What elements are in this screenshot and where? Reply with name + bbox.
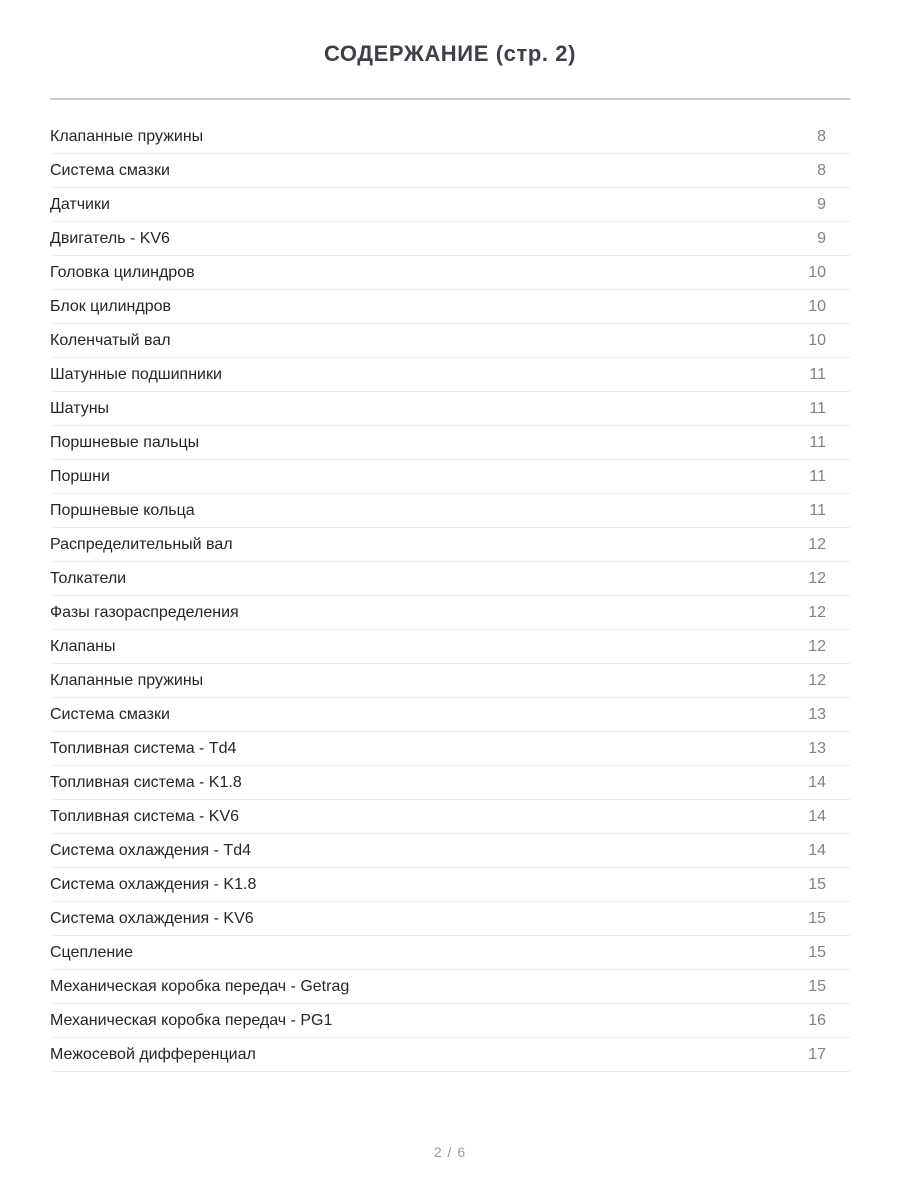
toc-entry-page: 10 bbox=[808, 297, 826, 315]
toc-entry-page: 14 bbox=[808, 773, 826, 791]
toc-entry[interactable] bbox=[50, 392, 850, 426]
toc-entry-page: 15 bbox=[808, 943, 826, 961]
toc-entry-label: Поршни bbox=[50, 467, 110, 485]
toc-entry[interactable] bbox=[50, 868, 850, 902]
toc-entry[interactable] bbox=[50, 936, 850, 970]
toc-list bbox=[50, 120, 850, 1072]
toc-entry-label: Клапанные пружины bbox=[50, 671, 204, 689]
toc-entry-label: Головка цилиндров bbox=[50, 263, 195, 281]
toc-entry-label: Фазы газораспределения bbox=[50, 603, 239, 621]
toc-entry-label: Поршневые кольца bbox=[50, 501, 195, 519]
toc-entry-page: 15 bbox=[808, 875, 826, 893]
toc-entry-page: 17 bbox=[808, 1045, 826, 1063]
toc-entry-label: Толкатели bbox=[50, 569, 127, 587]
toc-entry[interactable] bbox=[50, 324, 850, 358]
toc-entry-page: 12 bbox=[808, 671, 826, 689]
toc-entry-page: 15 bbox=[808, 909, 826, 927]
toc-entry-label: Шатунные подшипники bbox=[50, 365, 222, 383]
toc-entry[interactable] bbox=[50, 1038, 850, 1072]
toc-entry-label: Топливная система - KV6 bbox=[50, 807, 240, 825]
toc-entry-label: Поршневые пальцы bbox=[50, 433, 200, 451]
toc-entry-page: 13 bbox=[808, 705, 826, 723]
toc-entry-page: 16 bbox=[808, 1011, 826, 1029]
toc-entry-page: 14 bbox=[808, 841, 826, 859]
toc-entry-label: Топливная система - Td4 bbox=[50, 739, 237, 757]
toc-entry-page: 12 bbox=[808, 569, 826, 587]
toc-entry-page: 8 bbox=[817, 127, 826, 145]
toc-entry[interactable] bbox=[50, 562, 850, 596]
toc-entry-page: 12 bbox=[808, 637, 826, 655]
toc-entry[interactable] bbox=[50, 528, 850, 562]
toc-entry-label: Система смазки bbox=[50, 705, 170, 723]
toc-entry-page: 11 bbox=[809, 501, 826, 519]
page-indicator: 2 / 6 bbox=[433, 1144, 467, 1160]
toc-entry[interactable] bbox=[50, 800, 850, 834]
toc-entry-page: 11 bbox=[809, 399, 826, 417]
toc-entry-label: Шатуны bbox=[50, 399, 110, 417]
toc-entry[interactable] bbox=[50, 834, 850, 868]
toc-entry-label: Система охлаждения - Td4 bbox=[50, 841, 251, 859]
toc-entry[interactable] bbox=[50, 970, 850, 1004]
toc-entry-page: 11 bbox=[809, 365, 826, 383]
toc-entry-label: Система смазки bbox=[50, 161, 170, 179]
toc-entry[interactable] bbox=[50, 664, 850, 698]
toc-entry[interactable] bbox=[50, 1004, 850, 1038]
toc-entry[interactable] bbox=[50, 494, 850, 528]
toc-entry[interactable] bbox=[50, 222, 850, 256]
toc-entry-label: Механическая коробка передач - PG1 bbox=[50, 1011, 333, 1029]
toc-entry-label: Датчики bbox=[50, 195, 110, 213]
toc-entry-page: 12 bbox=[808, 603, 826, 621]
toc-entry-label: Блок цилиндров bbox=[50, 297, 172, 315]
toc-entry-page: 9 bbox=[817, 229, 826, 247]
toc-entry[interactable] bbox=[50, 732, 850, 766]
toc-entry[interactable] bbox=[50, 256, 850, 290]
toc-entry[interactable] bbox=[50, 426, 850, 460]
page-title: СОДЕРЖАНИЕ (стр. 2) bbox=[323, 41, 577, 66]
toc-entry[interactable] bbox=[50, 698, 850, 732]
toc-entry-page: 14 bbox=[808, 807, 826, 825]
toc-entry-label: Коленчатый вал bbox=[50, 331, 171, 349]
toc-entry-label: Распределительный вал bbox=[50, 535, 233, 553]
toc-entry-label: Система охлаждения - K1.8 bbox=[50, 875, 257, 893]
toc-entry-label: Клапанные пружины bbox=[50, 127, 204, 145]
toc-entry[interactable] bbox=[50, 358, 850, 392]
toc-entry-label: Система охлаждения - KV6 bbox=[50, 909, 254, 927]
toc-entry[interactable] bbox=[50, 154, 850, 188]
toc-entry[interactable] bbox=[50, 460, 850, 494]
toc-entry-page: 10 bbox=[808, 331, 826, 349]
title-divider bbox=[50, 98, 850, 100]
toc-entry[interactable] bbox=[50, 766, 850, 800]
toc-entry-label: Топливная система - K1.8 bbox=[50, 773, 242, 791]
toc-entry-page: 9 bbox=[817, 195, 826, 213]
toc-entry-page: 11 bbox=[809, 467, 826, 485]
toc-entry-page: 13 bbox=[808, 739, 826, 757]
toc-entry-label: Двигатель - KV6 bbox=[50, 229, 170, 247]
toc-entry-page: 11 bbox=[809, 433, 826, 451]
toc-entry[interactable] bbox=[50, 596, 850, 630]
toc-entry-page: 15 bbox=[808, 977, 826, 995]
toc-entry[interactable] bbox=[50, 188, 850, 222]
toc-entry[interactable] bbox=[50, 120, 850, 154]
toc-entry-label: Межосевой дифференциал bbox=[50, 1045, 256, 1063]
toc-entry[interactable] bbox=[50, 902, 850, 936]
toc-entry-page: 12 bbox=[808, 535, 826, 553]
toc-entry-label: Механическая коробка передач - Getrag bbox=[50, 977, 350, 995]
toc-entry[interactable] bbox=[50, 290, 850, 324]
toc-entry-page: 10 bbox=[808, 263, 826, 281]
toc-entry-page: 8 bbox=[817, 161, 826, 179]
toc-entry-label: Клапаны bbox=[50, 637, 116, 655]
toc-entry[interactable] bbox=[50, 630, 850, 664]
toc-entry-label: Сцепление bbox=[50, 943, 134, 961]
